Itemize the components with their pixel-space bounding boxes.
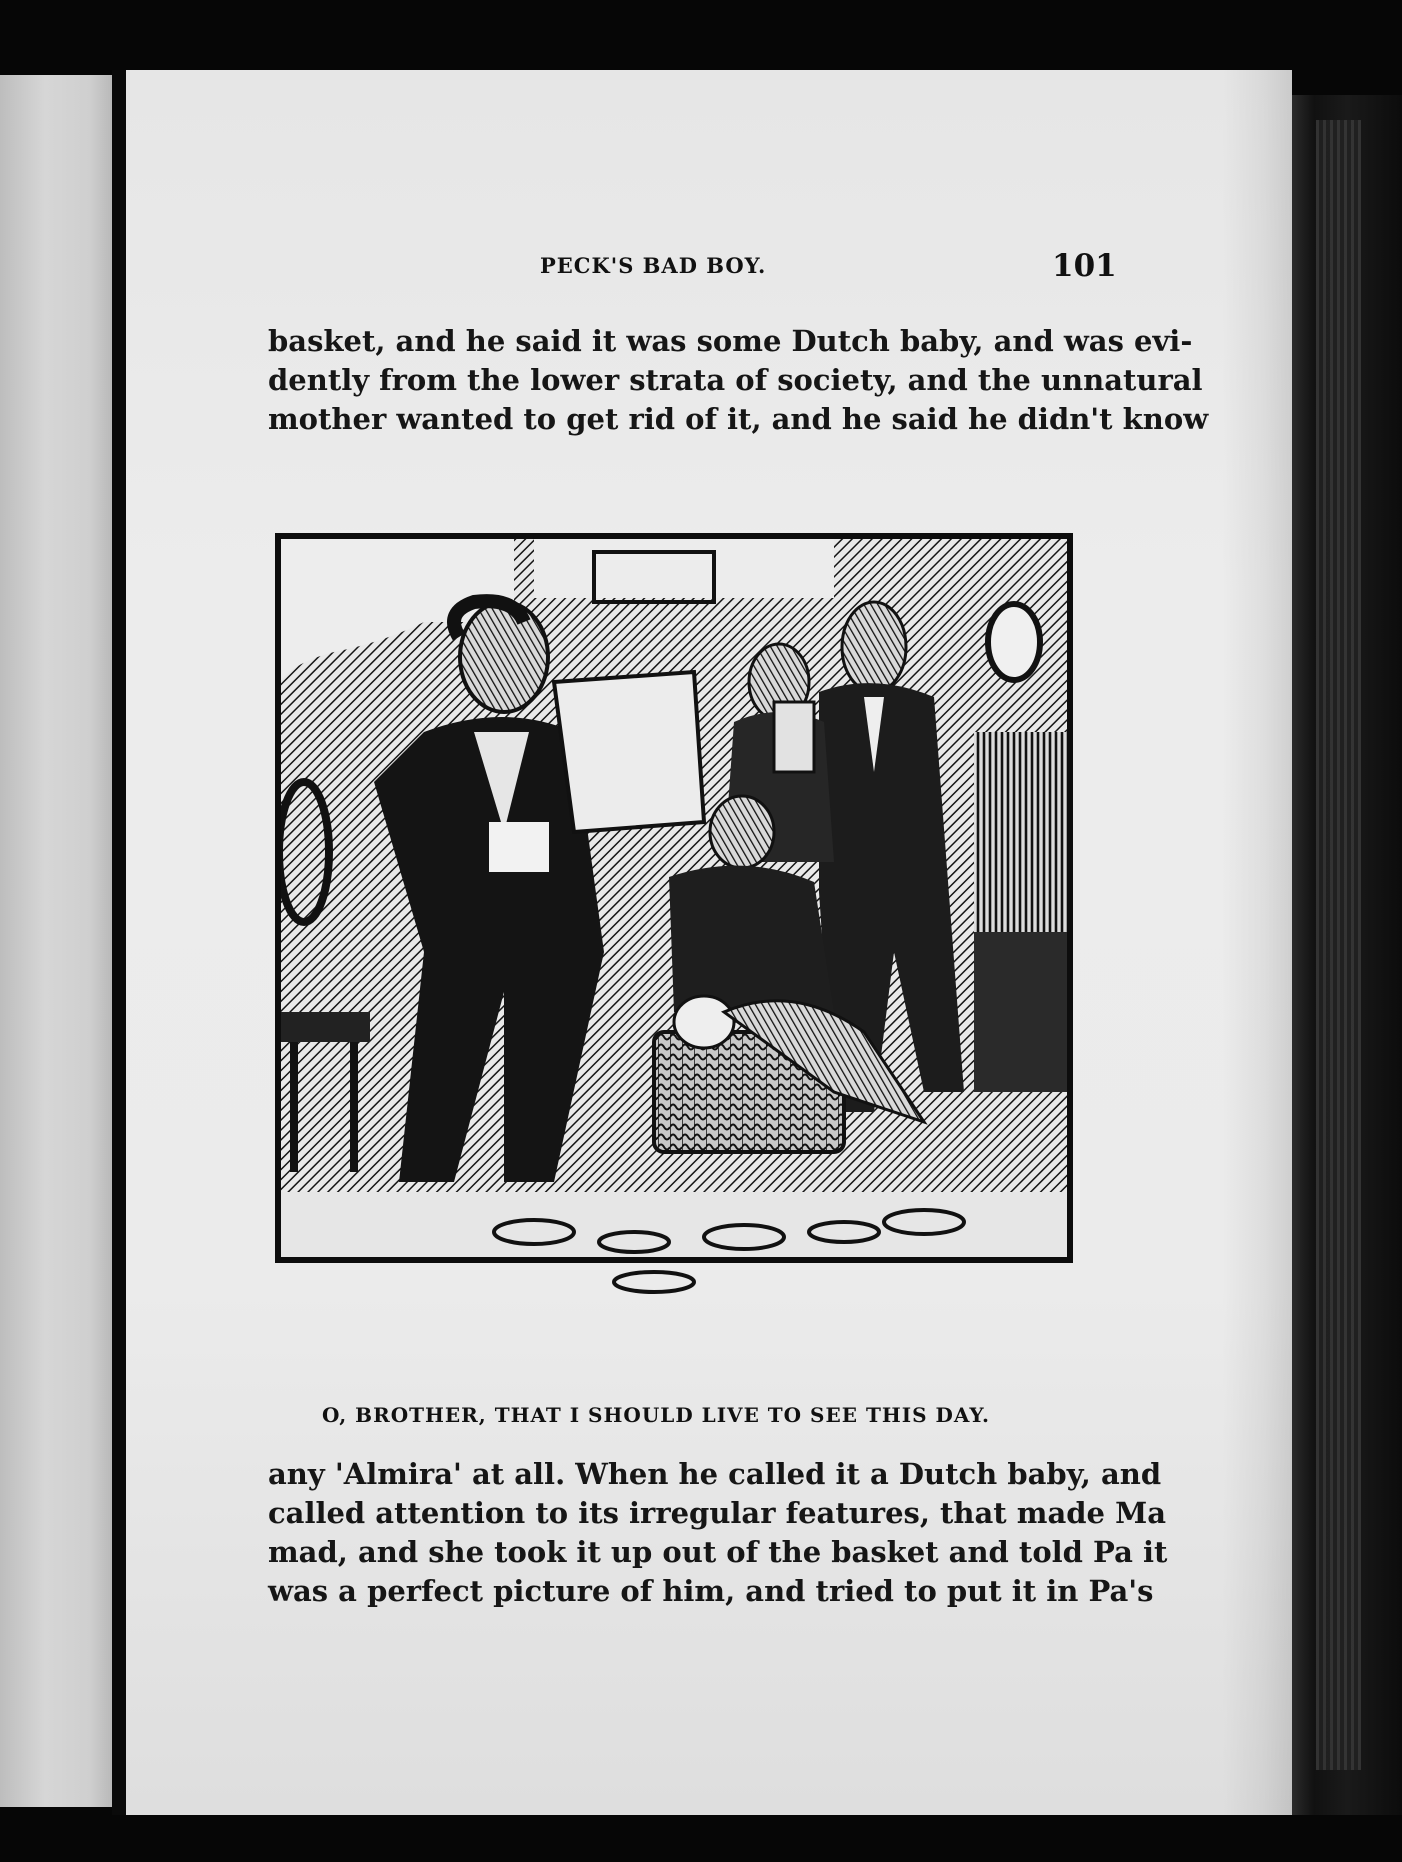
book-gutter <box>112 70 126 1815</box>
text-line: any 'Almira' at all. When he called it a Dutch baby, and <box>268 1457 1162 1491</box>
facing-page-edge <box>0 75 112 1807</box>
running-head: PECK'S BAD BOY. <box>540 253 767 278</box>
body-text-top <box>268 322 1209 439</box>
text-line: basket, and he said it was some Dutch baby, and was evi- <box>268 324 1193 358</box>
engraving-illustration <box>274 532 1074 1312</box>
illustration-caption: O, BROTHER, THAT I SHOULD LIVE TO SEE THIS DAY. <box>322 1403 991 1427</box>
page-number: 101 <box>1052 248 1117 284</box>
page-shadow <box>1222 70 1292 1815</box>
text-line: was a perfect picture of him, and tried to put it in Pa's <box>268 1574 1154 1608</box>
text-line: dently from the lower strata of society, and the unnatural <box>268 363 1203 397</box>
text-line: mad, and she took it up out of the basket and told Pa it <box>268 1535 1168 1569</box>
newspaper <box>554 672 704 832</box>
body-text-bottom <box>268 1455 1168 1611</box>
page-stack-texture <box>1316 120 1361 1770</box>
text-line: mother wanted to get rid of it, and he said he didn't know <box>268 402 1209 436</box>
text-line: called attention to its irregular features, that made Ma <box>268 1496 1166 1530</box>
